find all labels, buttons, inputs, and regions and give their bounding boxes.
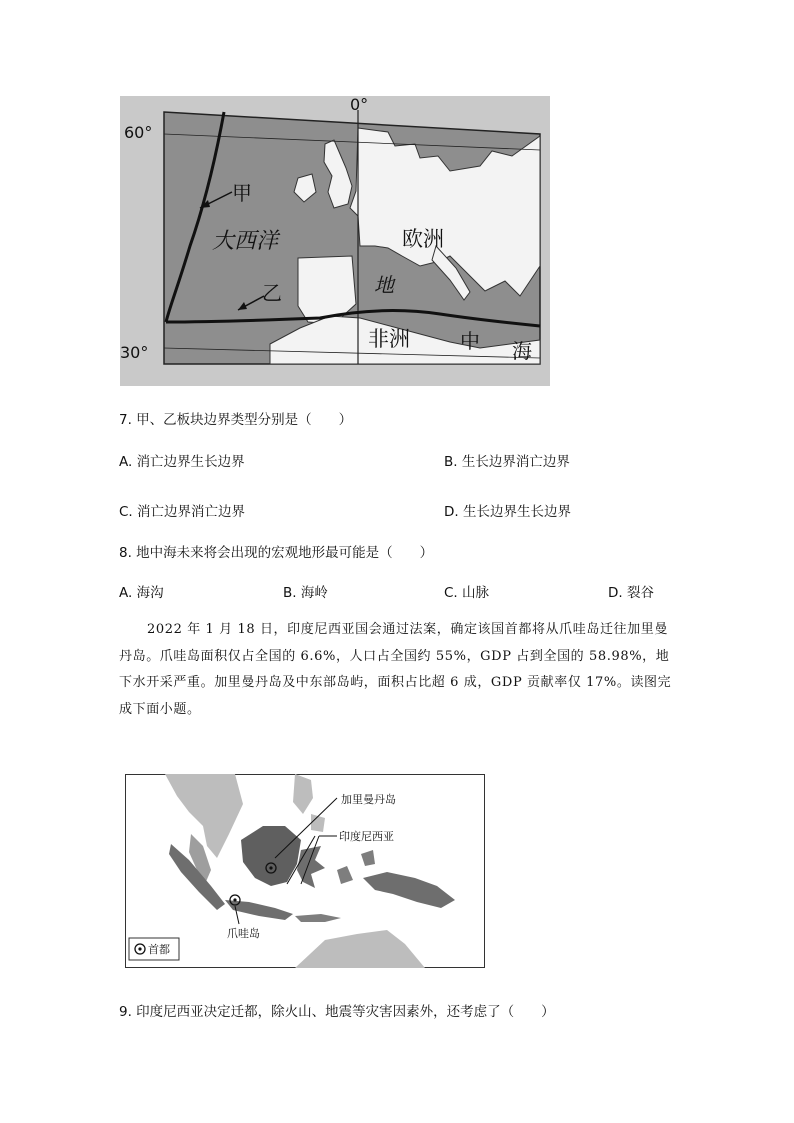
- indonesia-label: 印度尼西亚: [339, 830, 394, 843]
- java-label: 爪哇岛: [227, 927, 260, 940]
- africa-label: 非洲: [368, 327, 410, 351]
- q8-option-d[interactable]: D. 裂谷: [608, 585, 654, 601]
- sea-label-2: 中: [460, 329, 480, 353]
- sea-label-3: 海: [512, 339, 532, 363]
- europe-label: 欧洲: [402, 227, 444, 251]
- kalimantan-label: 加里曼丹岛: [341, 793, 396, 806]
- q7-option-d[interactable]: D. 生长边界生长边界: [444, 504, 571, 520]
- q7-option-b[interactable]: B. 生长边界消亡边界: [444, 454, 570, 470]
- plate-b-label: 乙: [262, 281, 282, 305]
- q8-stem: 8. 地中海未来将会出现的宏观地形最可能是（ ）: [119, 545, 434, 561]
- q8-option-a[interactable]: A. 海沟: [119, 585, 164, 601]
- q7-option-a[interactable]: A. 消亡边界生长边界: [119, 454, 245, 470]
- lat-top-label: 60°: [124, 123, 153, 142]
- q8-option-c[interactable]: C. 山脉: [444, 585, 490, 601]
- legend-capital-label: 首都: [148, 943, 170, 956]
- q9-stem: 9. 印度尼西亚决定迁都，除火山、地震等灾害因素外，还考虑了（ ）: [119, 1004, 555, 1020]
- plate-a-label: 甲: [232, 181, 252, 205]
- lat-bottom-label: 30°: [120, 343, 149, 362]
- q8-option-b[interactable]: B. 海岭: [283, 585, 328, 601]
- lon-label: 0°: [350, 96, 369, 114]
- indonesia-map: [125, 774, 485, 968]
- q7-stem: 7. 甲、乙板块边界类型分别是（ ）: [119, 412, 353, 428]
- passage-text: 2022 年 1 月 18 日，印度尼西亚国会通过法案，确定该国首都将从爪哇岛迁往加里曼丹岛。爪哇岛面积仅占全国的 6.6%，人口占全国约 55%，GDP 占到全国的 58.98%，地下水开采严重。加里曼丹岛及中东部岛屿，面积占比超 6 成，GDP 贡献率仅 17%。读图完成下面小题。: [119, 622, 672, 717]
- plate-boundary-map: [120, 96, 550, 386]
- sea-label-1: 地: [374, 273, 394, 297]
- ocean-label: 大西洋: [212, 229, 279, 254]
- q7-option-c[interactable]: C. 消亡边界消亡边界: [119, 504, 246, 520]
